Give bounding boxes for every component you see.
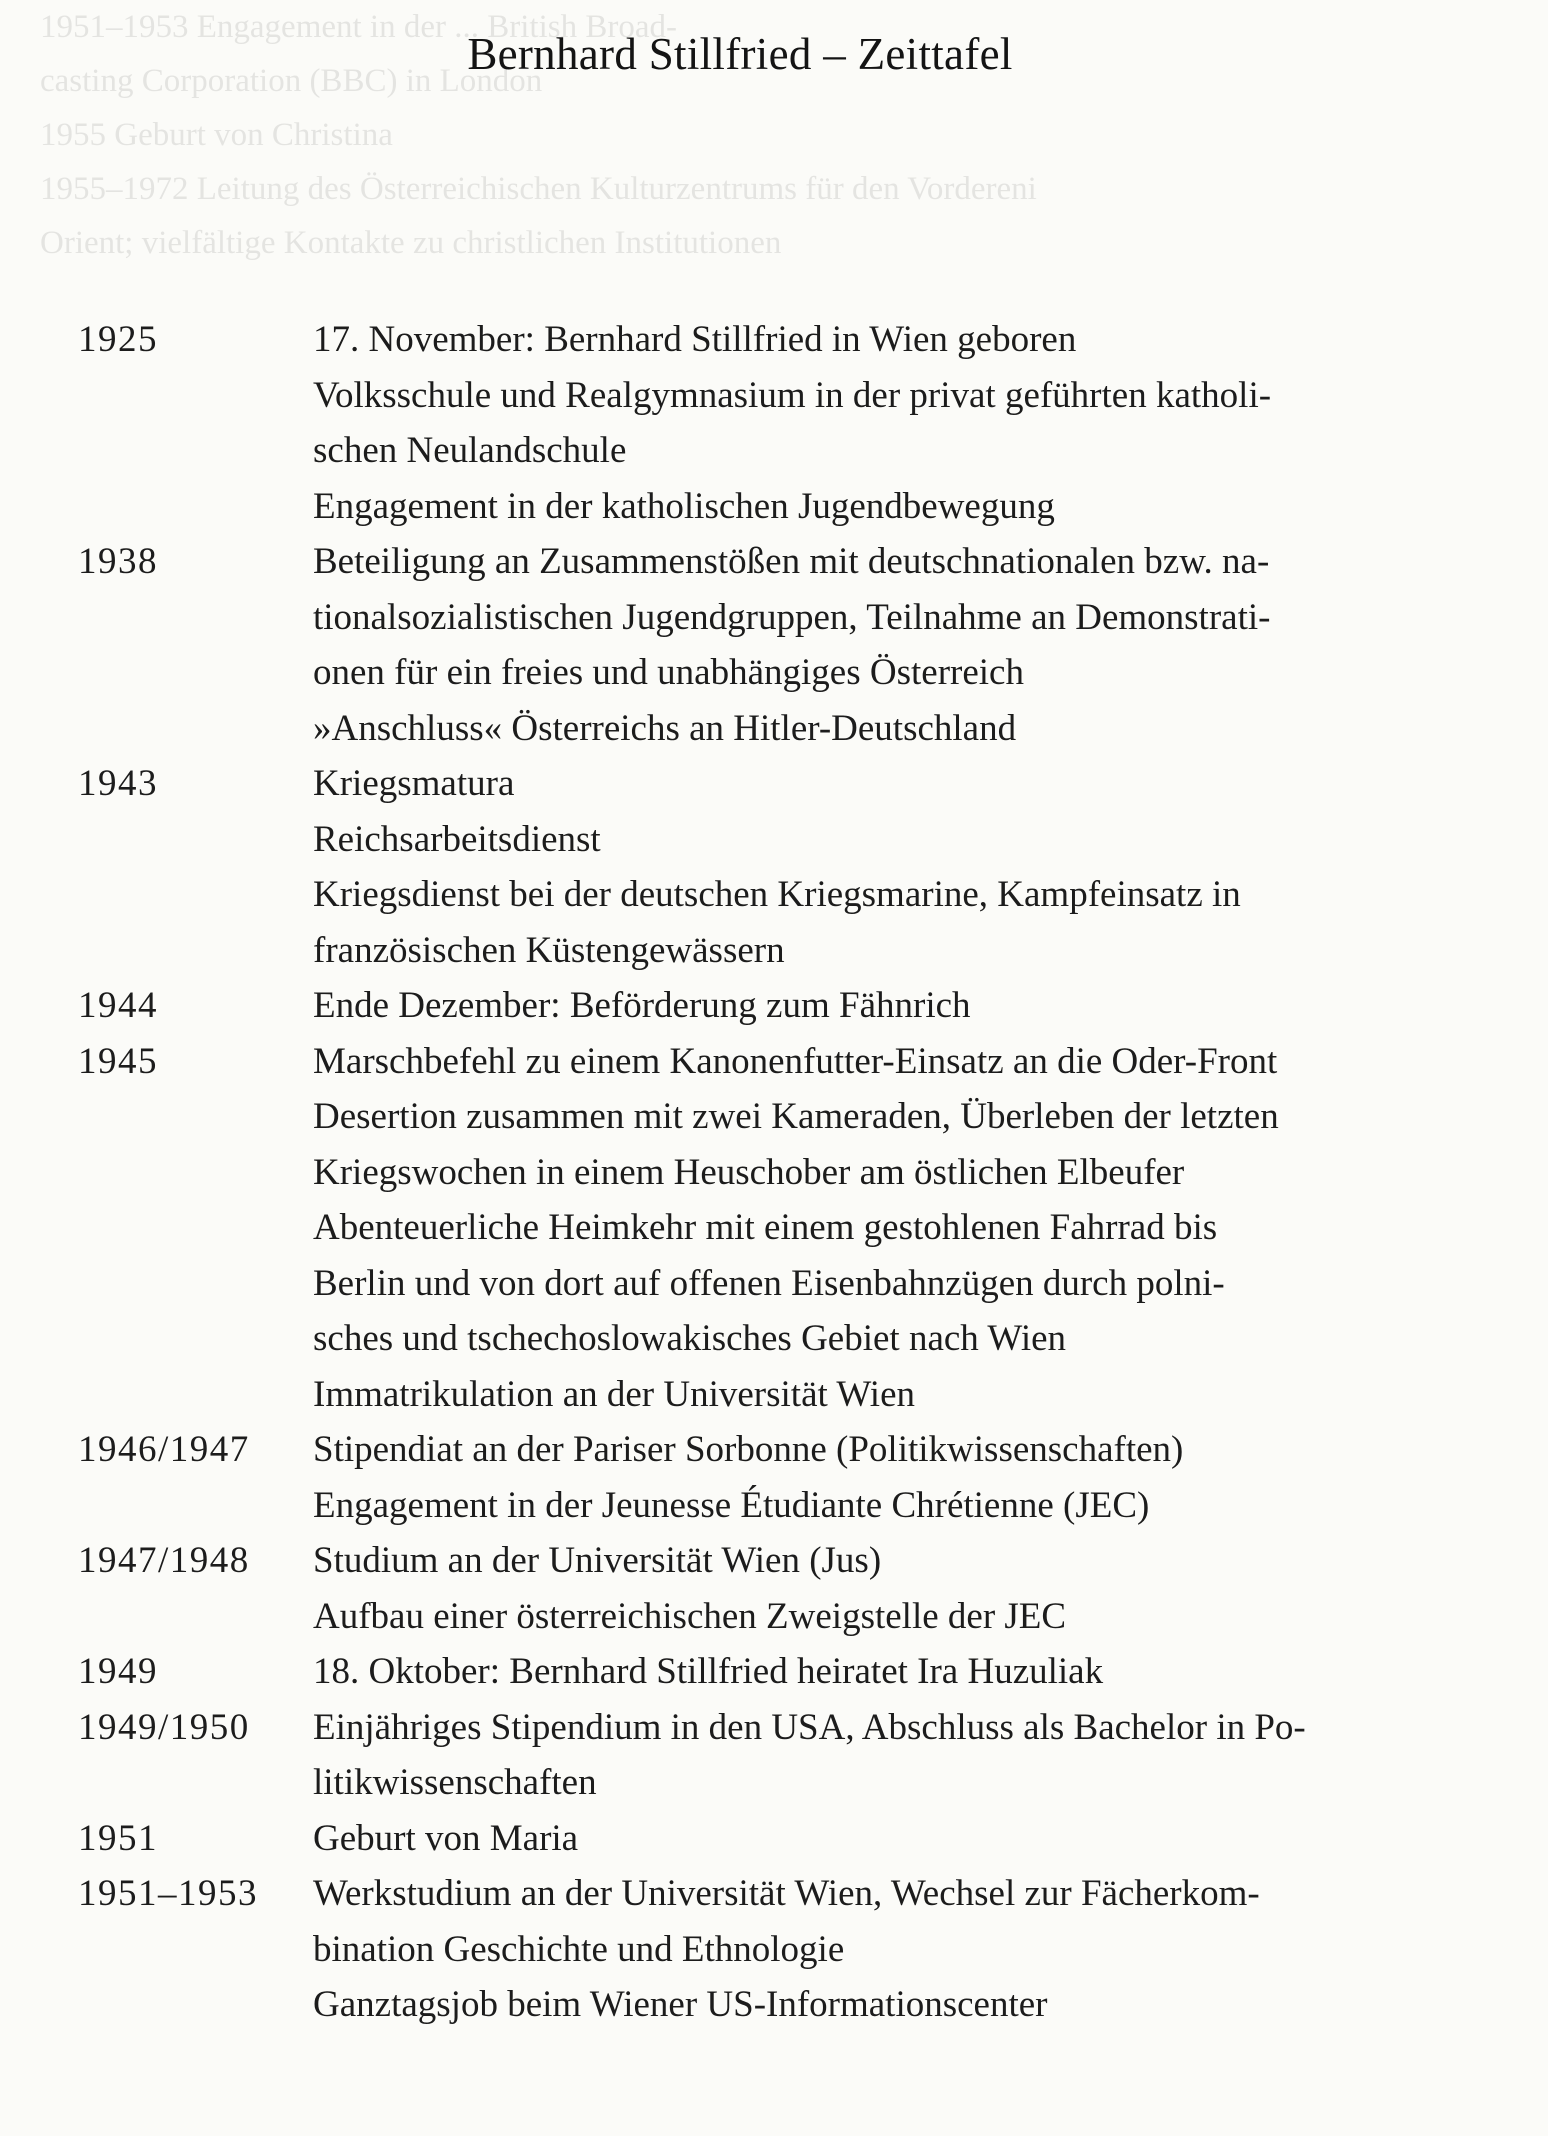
entry-text [313,978,1433,1034]
entry-line: Ganztagsjob beim Wiener US-Informationscenter [313,1984,1048,2025]
timeline-entry [78,1034,1438,1423]
entry-text [313,756,1433,978]
bleed-line: Orient; vielfältige Kontakte zu christlichen Institutionen [40,225,782,261]
timeline-entry [78,756,1438,978]
entry-line: Berlin und von dort auf offenen Eisenbahnzügen durch polni- [313,1262,1225,1304]
entry-line: onen für ein freies und unabhängiges Österreich [313,652,1024,693]
entry-line: sches und tschechoslowakisches Gebiet nach Wien [313,1318,1067,1359]
bleed-line: 1955–1972 Leitung des Österreichischen Kulturzentrums für den Vordereni [40,171,1037,207]
entry-line: »Anschluss« Österreichs an Hitler-Deutschland [313,707,1017,749]
entry-line: Abenteuerliche Heimkehr mit einem gestohlenen Fahrrad bis [313,1207,1218,1248]
bleed-line: 1951–1953 Engagement in der ... British Broad- [40,9,677,45]
entry-line: Desertion zusammen mit zwei Kameraden, Überleben der letzten [313,1096,1279,1137]
entry-year: 1951 [78,1817,158,1859]
entry-line: 17. November: Bernhard Stillfried in Wien geboren [313,319,1077,360]
entry-line: Volksschule und Realgymnasium in der privat geführten katholi- [313,374,1272,416]
timeline-entry [78,1533,1438,1644]
entry-line: Engagement in der katholischen Jugendbewegung [313,485,1055,527]
entry-year: 1925 [78,319,158,360]
timeline-entry [78,978,1438,1034]
entry-line: Beteiligung an Zusammenstößen mit deutschnationalen bzw. na- [313,541,1270,582]
entry-text [313,312,1433,534]
entry-text [313,1034,1433,1423]
page-title: Bernhard Stillfried – Zeittafel [467,29,1013,79]
entry-line: tionalsozialistischen Jugendgruppen, Teilnahme an Demonstrati- [313,596,1271,638]
entry-text [313,534,1433,756]
timeline-entry [78,1644,1438,1700]
entry-text [313,1866,1433,2033]
timeline-entry [78,1866,1438,2033]
entry-line: Geburt von Maria [313,1817,579,1859]
entry-text [313,1700,1433,1811]
timeline-entry [78,1422,1438,1533]
bleed-line: casting Corporation (BBC) in London [40,63,543,99]
entry-line: litikwissenschaften [313,1762,597,1803]
entry-text [313,1811,1433,1867]
timeline [78,312,1438,2033]
entry-line: Marschbefehl zu einem Kanonenfutter-Einsatz an die Oder-Front [313,1040,1278,1082]
entry-line: bination Geschichte und Ethnologie [313,1928,845,1970]
entry-line: Ende Dezember: Beförderung zum Fähnrich [313,985,971,1026]
entry-line: schen Neulandschule [313,430,627,471]
entry-line: 18. Oktober: Bernhard Stillfried heiratet Ira Huzuliak [313,1651,1104,1692]
entry-line: Engagement in der Jeunesse Étudiante Chrétienne (JEC) [313,1484,1150,1526]
entry-text [313,1533,1433,1644]
entry-line: Einjähriges Stipendium in den USA, Abschluss als Bachelor in Po- [313,1706,1306,1748]
entry-line: französischen Küstengewässern [313,929,785,971]
timeline-entry [78,1700,1438,1811]
entry-line: Kriegsmatura [313,763,515,804]
entry-year: 1945 [78,1040,158,1082]
entry-text [313,1644,1433,1700]
entry-line: Reichsarbeitsdienst [313,818,601,860]
entry-year: 1943 [78,763,158,804]
entry-text [313,1422,1433,1533]
entry-year: 1938 [78,541,158,582]
entry-year: 1951–1953 [78,1873,258,1914]
entry-line: Stipendiat an der Pariser Sorbonne (Politikwissenschaften) [313,1429,1184,1470]
entry-line: Studium an der Universität Wien (Jus) [313,1540,882,1581]
timeline-entry [78,534,1438,756]
timeline-entry [78,312,1438,534]
entry-line: Kriegswochen in einem Heuschober am östlichen Elbeufer [313,1151,1185,1193]
timeline-entry [78,1811,1438,1867]
entry-line: Kriegsdienst bei der deutschen Kriegsmarine, Kampfeinsatz in [313,874,1241,915]
entry-line: Aufbau einer österreichischen Zweigstelle der JEC [313,1595,1067,1637]
entry-year: 1949 [78,1651,158,1692]
entry-year: 1946/1947 [78,1429,250,1470]
entry-year: 1949/1950 [78,1706,250,1748]
entry-year: 1944 [78,985,158,1026]
entry-year: 1947/1948 [78,1540,250,1581]
bleed-line: 1955 Geburt von Christina [40,117,393,153]
entry-line: Werkstudium an der Universität Wien, Wechsel zur Fächerkom- [313,1873,1260,1914]
entry-line: Immatrikulation an der Universität Wien [313,1373,915,1415]
